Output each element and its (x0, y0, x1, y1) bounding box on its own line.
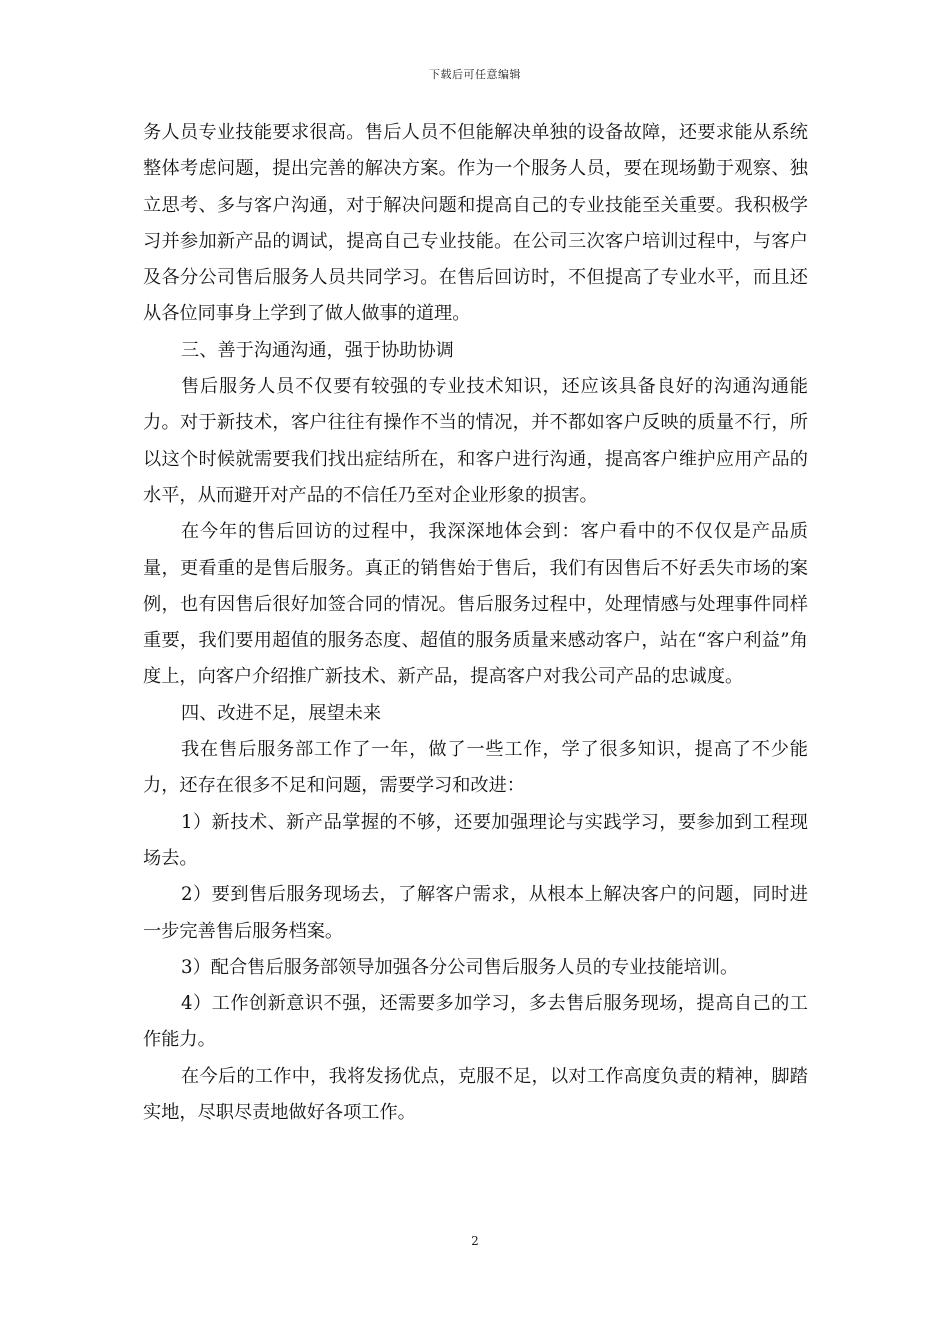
page-header: 下载后可任意编辑 (429, 68, 521, 81)
paragraph-conclusion: 在今后的工作中，我将发扬优点，克服不足，以对工作高度负责的精神，脚踏实地，尽职尽责地做好各项工作。 (143, 1065, 808, 1124)
list-item-1: 1）新技术、新产品掌握的不够，还要加强理论与实践学习，要参加到工程现场去。 (143, 811, 808, 869)
page-number: 2 (471, 1234, 479, 1248)
list-item-2: 2）要到售后服务现场去，了解客户需求，从根本上解决客户的问题，同时进一步完善售后服务档案。 (143, 884, 808, 942)
section-heading-4: 四、改进不足，展望未来 (181, 702, 382, 724)
list-item-3: 3）配合售后服务部领导加强各分公司售后服务人员的专业技能培训。 (181, 956, 739, 978)
paragraph-after-sales-visit: 在今年的售后回访的过程中，我深深地体会到：客户看中的不仅仅是产品质量，更看重的是售后服务。真正的销售始于售后，我们有因售后不好丢失市场的案例，也有因售后很好加签合同的情况。售后服务过程中，处理情感与处理事件同样重要，我们要用超值的服务态度、超值的服务质量来感动客户，站在“客户利益”角度上，向客户介绍推广新技术、新产品，提高客户对我公司产品的忠诚度。 (143, 521, 808, 688)
paragraph-communication: 售后服务人员不仅要有较强的专业技术知识，还应该具备良好的沟通沟通能力。对于新技术，客户往往有操作不当的情况，并不都如客户反映的质量不行，所以这个时候就需要我们找出症结所在，和客户进行沟通，提高客户维护应用产品的水平，从而避开对产品的不信任乃至对企业形象的损害。 (143, 376, 808, 506)
list-item-4: 4）工作创新意识不强，还需要多加学习，多去售后服务现场，提高自己的工作能力。 (143, 993, 808, 1051)
paragraph-continuation: 务人员专业技能要求很高。售后人员不但能解决单独的设备故障，还要求能从系统整体考虑问题，提出完善的解决方案。作为一个服务人员，要在现场勤于观察、独立思考、多与客户沟通，对于解决问题和提高自己的专业技能至关重要。我积极学习并参加新产品的调试，提高自己专业技能。在公司三次客户培训过程中，与客户及各分公司售后服务人员共同学习。在售后回访时，不但提高了专业水平，而且还从各位同事身上学到了做人做事的道理。 (143, 122, 808, 325)
document-body (143, 115, 808, 1131)
paragraph-improvement-intro: 我在售后服务部工作了一年，做了一些工作，学了很多知识，提高了不少能力，还存在很多不足和问题，需要学习和改进： (143, 739, 808, 797)
section-heading-3: 三、善于沟通沟通，强于协助协调 (181, 339, 454, 361)
